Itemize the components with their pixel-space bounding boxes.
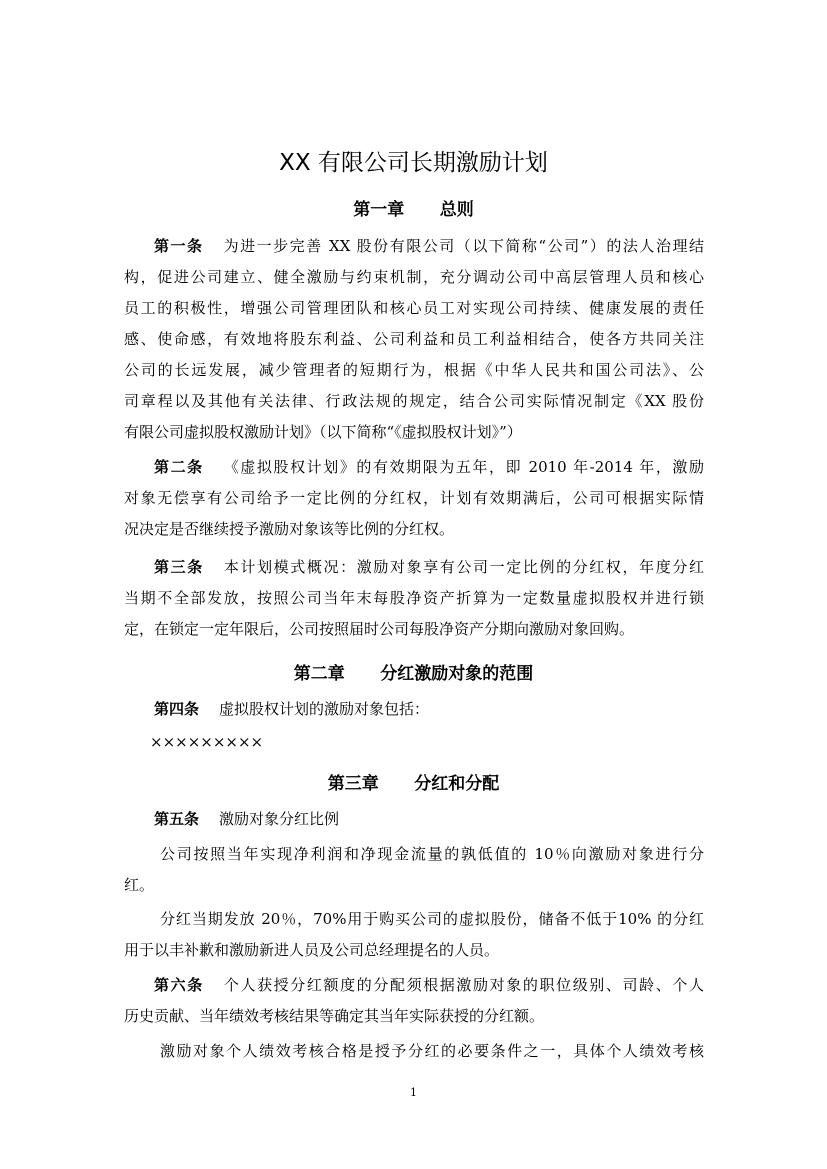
article-5-label: 第五条: [154, 810, 200, 828]
article-2-text: 《虚拟股权计划》的有效期限为五年，即 2010 年-2014 年，激励: [223, 458, 704, 476]
article-5-line-1: [154, 808, 704, 830]
page-number: 1: [410, 1086, 417, 1099]
article-2-line-2: 对象无偿享有公司给予一定比例的分红权，计划有效期满后，公司可根据实际情: [124, 489, 704, 507]
article-4-placeholder: ×××××××××: [150, 733, 264, 751]
article-4-text: 虚拟股权计划的激励对象包括：: [219, 700, 430, 718]
article-6-line-2: 历史贡献、当年绩效考核结果等确定其当年实际获授的分红额。: [124, 1007, 545, 1025]
article-4-label: 第四条: [154, 700, 200, 718]
article-6-label: 第六条: [154, 976, 204, 994]
article-3-line-2: 当期不全部发放，按照公司当年末每股净资产折算为一定数量虚拟股权并进行锁: [124, 589, 704, 607]
article-3-label: 第三条: [154, 558, 204, 576]
article-6-text: 个人获授分红额度的分配须根据激励对象的职位级别、司龄、个人: [223, 976, 704, 994]
article-1-line-2: 构，促进公司建立、健全激励与约束机制，充分调动公司中高层管理人员和核心: [124, 268, 704, 286]
paragraph-1-line-2: 红。: [124, 876, 155, 894]
article-2-line-1: [154, 456, 704, 478]
article-3-line-1: [154, 556, 704, 578]
article-4-line-1: [154, 698, 704, 720]
article-1-label: 第一条: [154, 237, 204, 255]
article-1-line-4: 感、使命感，有效地将股东利益、公司利益和员工利益相结合，使各方共同关注: [124, 330, 704, 348]
article-1-line-1: [154, 235, 704, 257]
chapter-heading-1: 第一章 总则: [353, 200, 474, 220]
paragraph-2-line-2: 用于以丰补歉和激励新进人员及公司总经理提名的人员。: [124, 941, 500, 959]
article-2-line-3: 况决定是否继续授予激励对象该等比例的分红权。: [124, 520, 455, 538]
article-1-line-6: 司章程以及其他有关法律、行政法规的规定，结合公司实际情况制定《XX 股份: [124, 392, 704, 410]
document-title: XX 有限公司长期激励计划: [279, 150, 548, 176]
article-1-line-7: 有限公司虚拟股权激励计划》（以下简称“《虚拟股权计划》”）: [124, 423, 522, 441]
paragraph-3-line-1: 激励对象个人绩效考核合格是授予分红的必要条件之一，具体个人绩效考核: [160, 1042, 704, 1060]
article-5-text: 激励对象分红比例: [219, 810, 340, 828]
chapter-heading-2: 第二章 分红激励对象的范围: [293, 664, 534, 684]
article-1-line-3: 员工的积极性，增强公司管理团队和核心员工对实现公司持续、健康发展的责任: [124, 299, 704, 317]
chapter-heading-3: 第三章 分红和分配: [327, 774, 500, 794]
article-3-line-3: 定，在锁定一定年限后，公司按照届时公司每股净资产分期向激励对象回购。: [124, 620, 635, 638]
paragraph-1-line-1: 公司按照当年实现净利润和净现金流量的孰低值的 10％向激励对象进行分: [160, 845, 704, 863]
article-2-label: 第二条: [154, 458, 204, 476]
article-1-text: 为进一步完善 XX 股份有限公司（以下简称“公司”）的法人治理结: [223, 237, 704, 255]
paragraph-2-line-1: 分红当期发放 20％，70%用于购买公司的虚拟股份，储备不低于10% 的分红: [160, 910, 704, 928]
article-6-line-1: [154, 974, 704, 996]
article-1-line-5: 公司的长远发展，减少管理者的短期行为，根据《中华人民共和国公司法》、公: [124, 361, 704, 379]
article-3-text: 本计划模式概况：激励对象享有公司一定比例的分红权，年度分红: [223, 558, 704, 576]
